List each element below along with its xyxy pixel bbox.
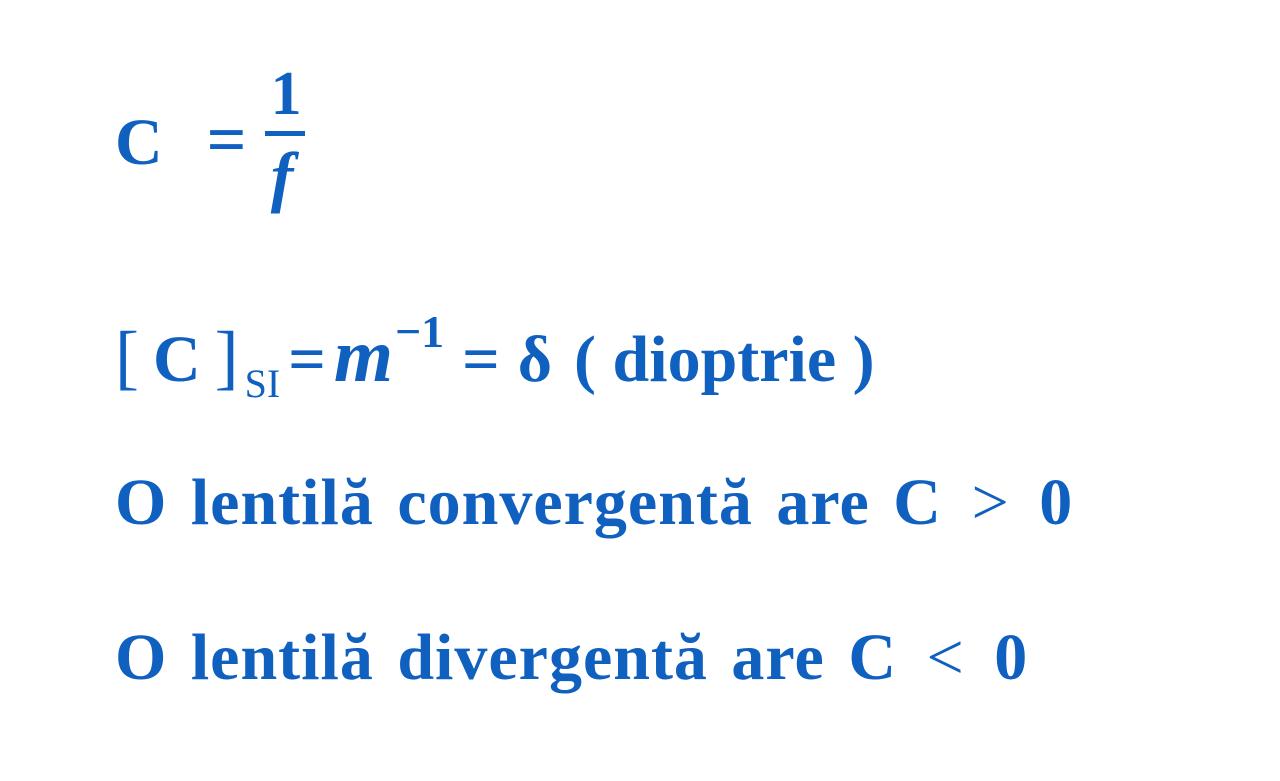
equals-sign: = <box>206 101 247 179</box>
unit-quantity-symbol: C <box>152 323 201 396</box>
statement-value: 0 <box>1039 466 1074 539</box>
dioptre-symbol: δ <box>517 323 553 396</box>
open-bracket: [ <box>115 317 139 397</box>
close-bracket: ] <box>214 317 239 397</box>
fraction <box>265 60 306 214</box>
convergence-symbol: C <box>115 105 163 179</box>
convergence-formula <box>115 55 306 230</box>
exponent: −1 <box>394 306 445 357</box>
statement-text: O lentilă divergentă are C <box>115 621 897 694</box>
relation-sign: < <box>926 621 965 694</box>
si-subscript: SI <box>244 361 281 406</box>
meter-symbol: m <box>333 314 393 398</box>
statement-text: O lentilă convergentă are C <box>115 466 942 539</box>
relation-sign: > <box>971 466 1010 539</box>
fraction-numerator: 1 <box>270 60 302 128</box>
statement-value: 0 <box>994 621 1029 694</box>
equals-sign-1: = <box>288 323 326 396</box>
fraction-denominator: f <box>270 138 294 214</box>
statement-convergent <box>115 466 1074 539</box>
dioptre-name: ( dioptrie ) <box>574 323 875 396</box>
equals-sign-2: = <box>462 323 500 396</box>
si-unit-formula <box>115 306 875 406</box>
statement-divergent <box>115 621 1029 694</box>
